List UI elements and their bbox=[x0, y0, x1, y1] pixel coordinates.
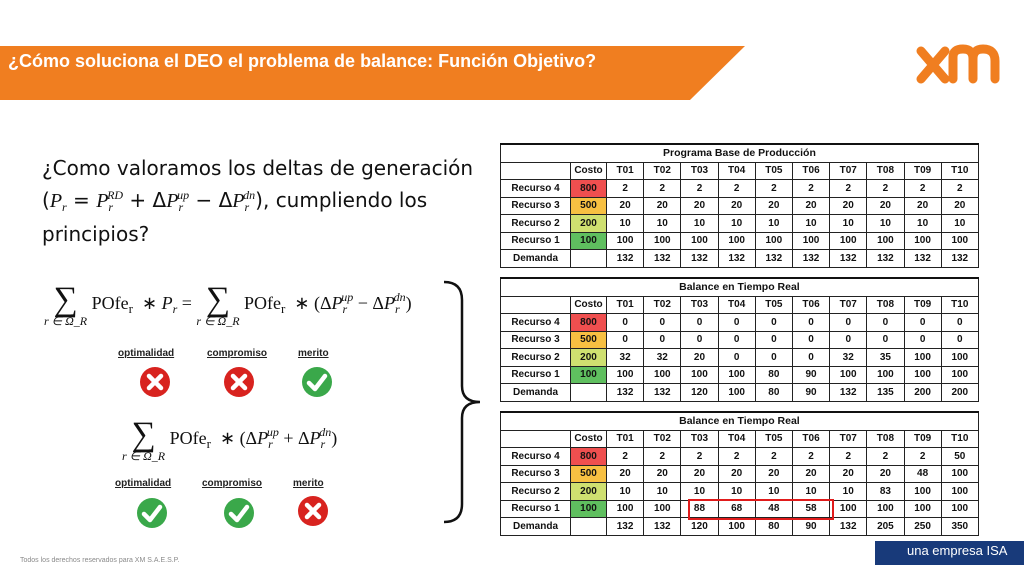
column-header: T03 bbox=[681, 430, 718, 448]
equation-2: ∑ r ∈ Ω_R POfe$_r$ ∗ $(\Delta P_r^{up} + \Delta P_r^{dn})$ bbox=[122, 416, 338, 463]
cost-cell: 500 bbox=[571, 331, 607, 349]
value-cell: 48 bbox=[904, 465, 941, 483]
value-cell: 0 bbox=[830, 314, 867, 332]
column-header: T09 bbox=[904, 162, 941, 180]
question-end: ), cumpliendo los principios? bbox=[42, 188, 428, 246]
value-cell: 100 bbox=[867, 366, 904, 384]
table-row bbox=[501, 232, 979, 250]
value-cell: 100 bbox=[941, 483, 978, 501]
value-cell: 132 bbox=[904, 250, 941, 268]
row-label: Demanda bbox=[501, 518, 571, 536]
value-cell: 0 bbox=[755, 349, 792, 367]
value-cell: 250 bbox=[904, 518, 941, 536]
value-cell: 90 bbox=[792, 366, 829, 384]
column-header: T04 bbox=[718, 430, 755, 448]
value-cell: 10 bbox=[681, 483, 718, 501]
row-label: Recurso 2 bbox=[501, 483, 571, 501]
value-cell: 0 bbox=[681, 331, 718, 349]
row-label: Recurso 4 bbox=[501, 180, 571, 198]
table-balance-1 bbox=[500, 277, 979, 402]
value-cell: 0 bbox=[830, 331, 867, 349]
row-label: Recurso 1 bbox=[501, 500, 571, 518]
equation-1: ∑ r ∈ Ω_R POfe$_r$ ∗ $P_r$ = ∑ r ∈ Ω_R POfe$_r$ ∗ $(\Delta P_r^{up} - \Delta P_r^{dn})$ bbox=[44, 281, 412, 328]
value-cell: 2 bbox=[718, 180, 755, 198]
value-cell: 2 bbox=[718, 448, 755, 466]
value-cell: 100 bbox=[644, 366, 681, 384]
table-title: Balance en Tiempo Real bbox=[501, 412, 979, 430]
label-optimalidad-2: optimalidad bbox=[115, 478, 172, 489]
value-cell: 132 bbox=[755, 250, 792, 268]
value-cell: 100 bbox=[904, 500, 941, 518]
value-cell: 100 bbox=[718, 518, 755, 536]
value-cell: 2 bbox=[792, 180, 829, 198]
cost-cell: 800 bbox=[571, 448, 607, 466]
table-row bbox=[501, 314, 979, 332]
title-banner bbox=[0, 46, 745, 100]
value-cell: 2 bbox=[904, 448, 941, 466]
check-icon bbox=[223, 497, 255, 529]
value-cell: 100 bbox=[830, 366, 867, 384]
column-header: T05 bbox=[755, 162, 792, 180]
value-cell: 20 bbox=[644, 197, 681, 215]
value-cell: 2 bbox=[830, 180, 867, 198]
value-cell: 10 bbox=[644, 483, 681, 501]
row-label: Recurso 3 bbox=[501, 197, 571, 215]
value-cell: 100 bbox=[607, 232, 644, 250]
value-cell: 2 bbox=[941, 180, 978, 198]
value-cell: 10 bbox=[607, 483, 644, 501]
value-cell: 132 bbox=[830, 518, 867, 536]
cost-cell: 200 bbox=[571, 215, 607, 233]
value-cell: 50 bbox=[941, 448, 978, 466]
value-cell: 0 bbox=[867, 331, 904, 349]
column-header: T09 bbox=[904, 296, 941, 314]
column-header: T02 bbox=[644, 162, 681, 180]
value-cell: 0 bbox=[718, 349, 755, 367]
value-cell: 132 bbox=[644, 384, 681, 402]
value-cell: 132 bbox=[681, 250, 718, 268]
value-cell: 0 bbox=[755, 331, 792, 349]
value-cell: 100 bbox=[718, 366, 755, 384]
value-cell: 100 bbox=[644, 232, 681, 250]
column-header: T06 bbox=[792, 296, 829, 314]
column-header: T04 bbox=[718, 162, 755, 180]
value-cell: 10 bbox=[792, 215, 829, 233]
value-cell: 10 bbox=[830, 215, 867, 233]
check-icon bbox=[301, 366, 333, 398]
value-cell: 100 bbox=[941, 465, 978, 483]
value-cell: 100 bbox=[607, 500, 644, 518]
value-cell: 88 bbox=[681, 500, 718, 518]
table-title: Programa Base de Producción bbox=[501, 144, 979, 162]
slide-title: ¿Cómo soluciona el DEO el problema de balance: Función Objetivo? bbox=[8, 51, 597, 71]
table-row bbox=[501, 197, 979, 215]
value-cell: 10 bbox=[681, 215, 718, 233]
value-cell: 0 bbox=[607, 331, 644, 349]
value-cell: 0 bbox=[718, 314, 755, 332]
xm-logo bbox=[915, 35, 1007, 91]
value-cell: 0 bbox=[755, 314, 792, 332]
value-cell: 132 bbox=[644, 250, 681, 268]
table-row bbox=[501, 349, 979, 367]
value-cell: 10 bbox=[941, 215, 978, 233]
value-cell: 100 bbox=[867, 232, 904, 250]
value-cell: 2 bbox=[644, 180, 681, 198]
value-cell: 10 bbox=[755, 483, 792, 501]
value-cell: 100 bbox=[607, 366, 644, 384]
cost-cell: 200 bbox=[571, 483, 607, 501]
row-label: Recurso 2 bbox=[501, 215, 571, 233]
value-cell: 135 bbox=[867, 384, 904, 402]
value-cell: 10 bbox=[718, 215, 755, 233]
cost-cell: 800 bbox=[571, 314, 607, 332]
highlight-box bbox=[688, 499, 834, 520]
row-label: Recurso 1 bbox=[501, 366, 571, 384]
column-header: T06 bbox=[792, 430, 829, 448]
value-cell: 2 bbox=[867, 180, 904, 198]
column-header: T06 bbox=[792, 162, 829, 180]
value-cell: 20 bbox=[644, 465, 681, 483]
cost-cell bbox=[571, 250, 607, 268]
value-cell: 20 bbox=[830, 465, 867, 483]
table-row bbox=[501, 384, 979, 402]
value-cell: 100 bbox=[941, 366, 978, 384]
value-cell: 100 bbox=[904, 483, 941, 501]
cost-cell: 500 bbox=[571, 465, 607, 483]
value-cell: 32 bbox=[830, 349, 867, 367]
value-cell: 100 bbox=[904, 366, 941, 384]
value-cell: 10 bbox=[644, 215, 681, 233]
value-cell: 20 bbox=[830, 197, 867, 215]
value-cell: 20 bbox=[681, 465, 718, 483]
value-cell: 0 bbox=[904, 331, 941, 349]
column-header: T10 bbox=[941, 162, 978, 180]
value-cell: 132 bbox=[607, 250, 644, 268]
table-row bbox=[501, 180, 979, 198]
value-cell: 0 bbox=[681, 314, 718, 332]
value-cell: 100 bbox=[792, 232, 829, 250]
value-cell: 132 bbox=[607, 384, 644, 402]
value-cell: 350 bbox=[941, 518, 978, 536]
cost-cell: 800 bbox=[571, 180, 607, 198]
brace-icon bbox=[440, 278, 490, 526]
question-start: ¿Como valoramos los deltas de generación ( bbox=[42, 156, 474, 212]
value-cell: 32 bbox=[607, 349, 644, 367]
value-cell: 0 bbox=[644, 331, 681, 349]
value-cell: 132 bbox=[867, 250, 904, 268]
value-cell: 58 bbox=[792, 500, 829, 518]
value-cell: 100 bbox=[830, 500, 867, 518]
label-optimalidad-1: optimalidad bbox=[118, 348, 175, 359]
value-cell: 35 bbox=[867, 349, 904, 367]
column-header: T04 bbox=[718, 296, 755, 314]
fail-icon bbox=[297, 495, 329, 527]
value-cell: 2 bbox=[644, 448, 681, 466]
header-blank bbox=[501, 296, 571, 314]
row-label: Recurso 4 bbox=[501, 448, 571, 466]
column-header: T05 bbox=[755, 430, 792, 448]
value-cell: 132 bbox=[607, 518, 644, 536]
value-cell: 132 bbox=[718, 250, 755, 268]
value-cell: 2 bbox=[755, 448, 792, 466]
table-title: Balance en Tiempo Real bbox=[501, 278, 979, 296]
column-header: T03 bbox=[681, 296, 718, 314]
value-cell: 10 bbox=[830, 483, 867, 501]
row-label: Demanda bbox=[501, 250, 571, 268]
value-cell: 120 bbox=[681, 384, 718, 402]
value-cell: 48 bbox=[755, 500, 792, 518]
value-cell: 20 bbox=[681, 197, 718, 215]
value-cell: 100 bbox=[718, 384, 755, 402]
column-header: T02 bbox=[644, 296, 681, 314]
value-cell: 132 bbox=[941, 250, 978, 268]
value-cell: 83 bbox=[867, 483, 904, 501]
cost-cell: 500 bbox=[571, 197, 607, 215]
value-cell: 0 bbox=[718, 331, 755, 349]
column-header: T01 bbox=[607, 162, 644, 180]
value-cell: 20 bbox=[607, 465, 644, 483]
fail-icon bbox=[139, 366, 171, 398]
fail-icon bbox=[223, 366, 255, 398]
column-header: Costo bbox=[571, 430, 607, 448]
value-cell: 132 bbox=[830, 250, 867, 268]
row-label: Recurso 2 bbox=[501, 349, 571, 367]
label-compromiso-1: compromiso bbox=[207, 348, 268, 359]
value-cell: 0 bbox=[941, 314, 978, 332]
value-cell: 100 bbox=[755, 232, 792, 250]
value-cell: 100 bbox=[644, 500, 681, 518]
value-cell: 32 bbox=[644, 349, 681, 367]
value-cell: 20 bbox=[718, 197, 755, 215]
row-label: Demanda bbox=[501, 384, 571, 402]
value-cell: 100 bbox=[941, 349, 978, 367]
value-cell: 2 bbox=[607, 180, 644, 198]
footer-copyright: Todos los derechos reservados para XM S.A.E.S.P. bbox=[20, 557, 180, 564]
value-cell: 0 bbox=[904, 314, 941, 332]
value-cell: 0 bbox=[867, 314, 904, 332]
label-merito-1: merito bbox=[298, 348, 329, 359]
cost-cell: 100 bbox=[571, 232, 607, 250]
value-cell: 100 bbox=[681, 366, 718, 384]
value-cell: 20 bbox=[941, 197, 978, 215]
label-compromiso-2: compromiso bbox=[202, 478, 263, 489]
value-cell: 0 bbox=[792, 331, 829, 349]
value-cell: 0 bbox=[792, 349, 829, 367]
value-cell: 200 bbox=[904, 384, 941, 402]
column-header: T10 bbox=[941, 430, 978, 448]
column-header: T02 bbox=[644, 430, 681, 448]
value-cell: 80 bbox=[755, 518, 792, 536]
value-cell: 200 bbox=[941, 384, 978, 402]
cost-cell: 200 bbox=[571, 349, 607, 367]
value-cell: 100 bbox=[904, 349, 941, 367]
isa-brand: una empresa ISA bbox=[907, 543, 1008, 558]
value-cell: 2 bbox=[867, 448, 904, 466]
value-cell: 0 bbox=[607, 314, 644, 332]
header-blank bbox=[501, 430, 571, 448]
value-cell: 10 bbox=[904, 215, 941, 233]
value-cell: 20 bbox=[792, 465, 829, 483]
column-header: T08 bbox=[867, 162, 904, 180]
value-cell: 100 bbox=[867, 500, 904, 518]
column-header: T07 bbox=[830, 430, 867, 448]
table-row bbox=[501, 331, 979, 349]
column-header: T03 bbox=[681, 162, 718, 180]
value-cell: 100 bbox=[830, 232, 867, 250]
value-cell: 10 bbox=[718, 483, 755, 501]
value-cell: 20 bbox=[792, 197, 829, 215]
value-cell: 80 bbox=[755, 366, 792, 384]
value-cell: 132 bbox=[792, 250, 829, 268]
value-cell: 100 bbox=[941, 500, 978, 518]
value-cell: 2 bbox=[681, 180, 718, 198]
value-cell: 100 bbox=[904, 232, 941, 250]
row-label: Recurso 3 bbox=[501, 465, 571, 483]
value-cell: 20 bbox=[755, 197, 792, 215]
value-cell: 10 bbox=[792, 483, 829, 501]
column-header: Costo bbox=[571, 296, 607, 314]
table-row bbox=[501, 250, 979, 268]
value-cell: 20 bbox=[607, 197, 644, 215]
value-cell: 10 bbox=[607, 215, 644, 233]
cost-cell bbox=[571, 384, 607, 402]
table-row bbox=[501, 465, 979, 483]
row-label: Recurso 4 bbox=[501, 314, 571, 332]
value-cell: 90 bbox=[792, 384, 829, 402]
table-row bbox=[501, 215, 979, 233]
label-merito-2: merito bbox=[293, 478, 324, 489]
value-cell: 0 bbox=[792, 314, 829, 332]
value-cell: 100 bbox=[718, 232, 755, 250]
value-cell: 20 bbox=[755, 465, 792, 483]
header-blank bbox=[501, 162, 571, 180]
value-cell: 68 bbox=[718, 500, 755, 518]
table-row bbox=[501, 483, 979, 501]
value-cell: 100 bbox=[941, 232, 978, 250]
cost-cell: 100 bbox=[571, 366, 607, 384]
value-cell: 2 bbox=[681, 448, 718, 466]
column-header: T01 bbox=[607, 430, 644, 448]
table-row bbox=[501, 366, 979, 384]
value-cell: 100 bbox=[681, 232, 718, 250]
value-cell: 10 bbox=[867, 215, 904, 233]
value-cell: 2 bbox=[904, 180, 941, 198]
value-cell: 0 bbox=[941, 331, 978, 349]
column-header: T08 bbox=[867, 296, 904, 314]
value-cell: 2 bbox=[830, 448, 867, 466]
value-cell: 2 bbox=[792, 448, 829, 466]
value-cell: 10 bbox=[755, 215, 792, 233]
column-header: Costo bbox=[571, 162, 607, 180]
value-cell: 90 bbox=[792, 518, 829, 536]
column-header: T09 bbox=[904, 430, 941, 448]
column-header: T07 bbox=[830, 296, 867, 314]
column-header: T08 bbox=[867, 430, 904, 448]
cost-cell: 100 bbox=[571, 500, 607, 518]
value-cell: 80 bbox=[755, 384, 792, 402]
value-cell: 20 bbox=[904, 197, 941, 215]
value-cell: 20 bbox=[867, 197, 904, 215]
value-cell: 2 bbox=[755, 180, 792, 198]
check-icon bbox=[136, 497, 168, 529]
value-cell: 0 bbox=[644, 314, 681, 332]
value-cell: 132 bbox=[830, 384, 867, 402]
column-header: T10 bbox=[941, 296, 978, 314]
row-label: Recurso 1 bbox=[501, 232, 571, 250]
value-cell: 20 bbox=[867, 465, 904, 483]
table-row bbox=[501, 518, 979, 536]
column-header: T05 bbox=[755, 296, 792, 314]
cost-cell bbox=[571, 518, 607, 536]
table-programa-base bbox=[500, 143, 979, 268]
value-cell: 20 bbox=[718, 465, 755, 483]
column-header: T01 bbox=[607, 296, 644, 314]
value-cell: 120 bbox=[681, 518, 718, 536]
column-header: T07 bbox=[830, 162, 867, 180]
value-cell: 20 bbox=[681, 349, 718, 367]
value-cell: 132 bbox=[644, 518, 681, 536]
question-text: ¿Como valoramos los deltas de generación $(P_r = P_r^{RD} + \Delta P_r^{up} - \Delta P_r^{dn})$, cumpliendo los principios? bbox=[42, 156, 474, 246]
value-cell: 2 bbox=[607, 448, 644, 466]
table-row bbox=[501, 448, 979, 466]
row-label: Recurso 3 bbox=[501, 331, 571, 349]
value-cell: 205 bbox=[867, 518, 904, 536]
